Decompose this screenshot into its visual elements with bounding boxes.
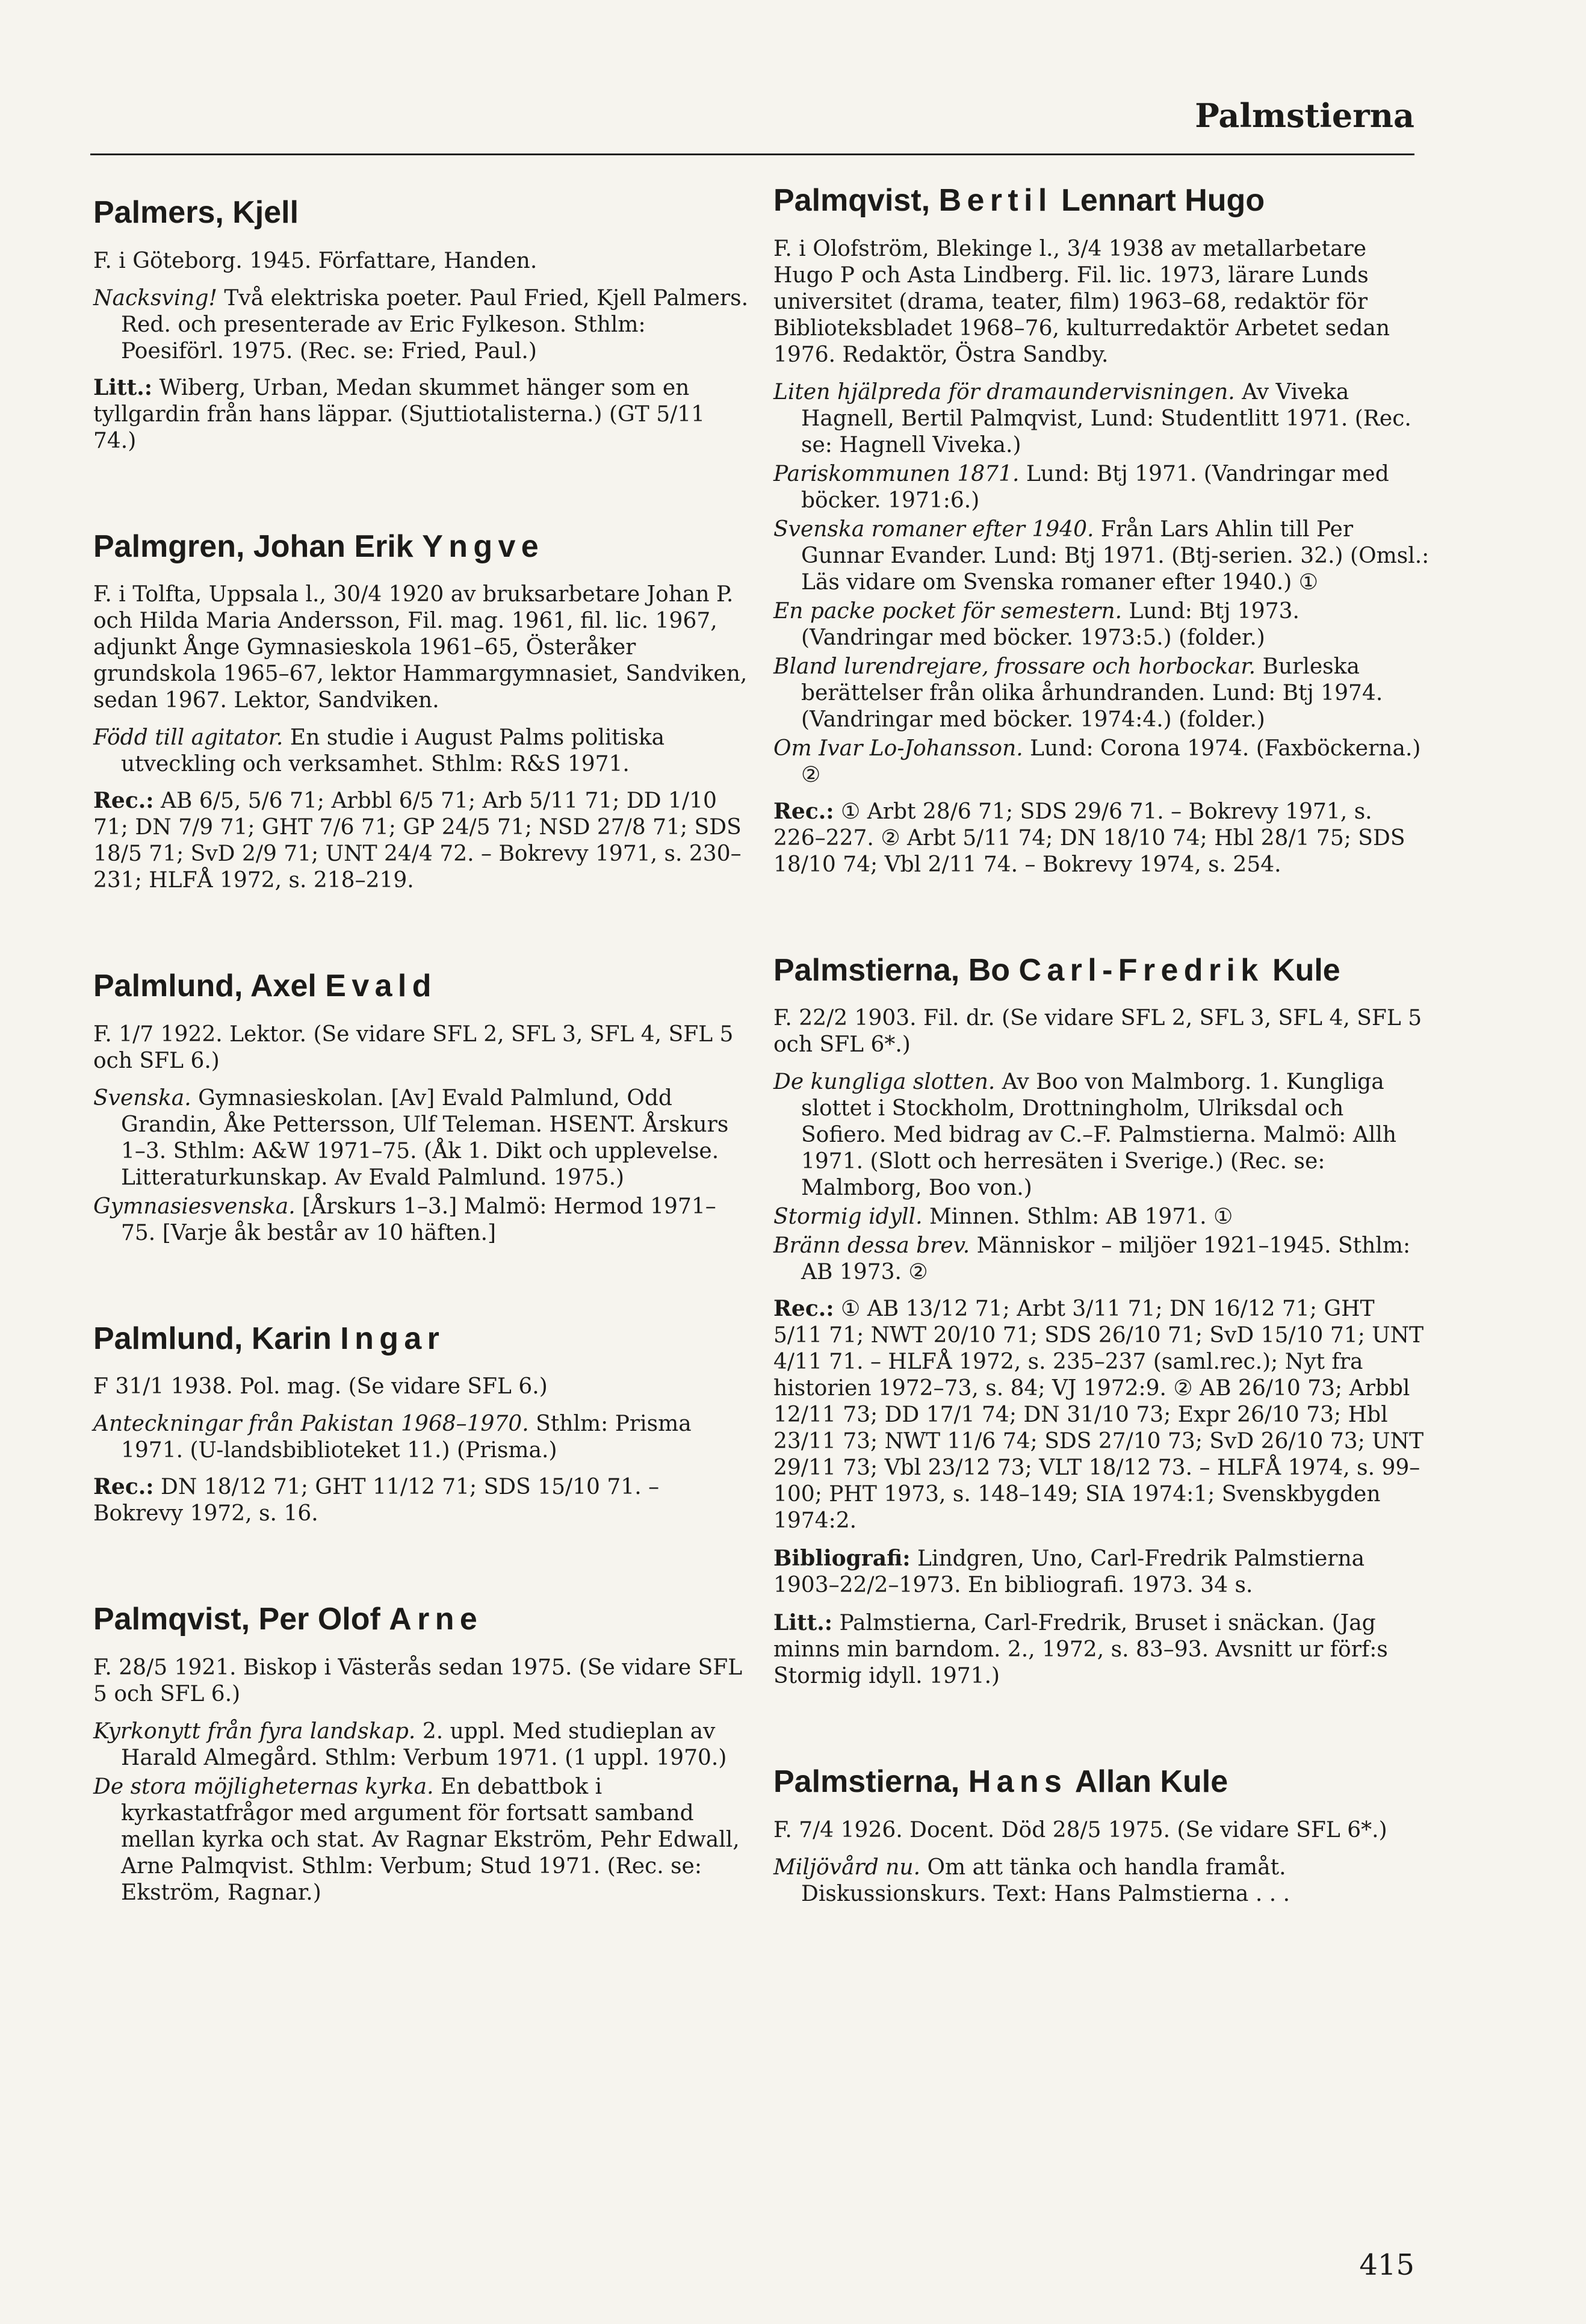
entry-name-tail: Lennart Hugo <box>1052 183 1265 218</box>
note-text: AB 6/5, 5/6 71; Arbbl 6/5 71; Arb 5/11 71; DD 1/10 71; DN 7/9 71; GHT 7/6 71; GP 24/5 71; NSD 27/8 71; SDS 18/5 71; SvD 2/9 71; UNT 24/4 72. – Bokrevy 1971, s. 230–231; HLFÅ 1972, s. 218–219. <box>93 789 742 893</box>
work-item <box>773 1069 1430 1201</box>
entry-note <box>773 1610 1430 1690</box>
entry-bio: F. 22/2 1903. Fil. dr. (Se vidare SFL 2, SFL 3, SFL 4, SFL 5 och SFL 6*.) <box>773 1006 1422 1058</box>
entry-bio: F. 28/5 1921. Biskop i Västerås sedan 1975. (Se vidare SFL 5 och SFL 6.) <box>93 1655 743 1706</box>
work-item <box>93 285 749 365</box>
work-title: Nacksving! <box>93 285 217 311</box>
work-title: De kungliga slotten. <box>773 1070 996 1095</box>
work-details: Två elektriska poeter. Paul Fried, Kjell Palmers. Red. och presenterade av Eric Fylkeson. Sthlm: Poesiförl. 1975. (Rec. se: Fried, Paul.) <box>121 285 749 364</box>
work-title: En packe pocket för semestern. <box>773 598 1123 624</box>
entry <box>93 966 749 1247</box>
entry-note <box>773 798 1430 878</box>
entry-name-spaced: Ingar <box>340 1321 445 1356</box>
work-title: Kyrkonytt från fyra landskap. <box>93 1718 416 1744</box>
entry-name-main: Palmstierna, <box>773 1764 968 1800</box>
work-item <box>93 1774 749 1906</box>
entry-name-main: Palmers, Kjell <box>93 195 299 230</box>
work-item <box>773 379 1430 459</box>
entry-note <box>93 1473 749 1527</box>
work-item <box>773 461 1430 514</box>
entry-note <box>773 1295 1430 1534</box>
note-label: Rec.: <box>93 1474 154 1500</box>
work-item <box>773 1855 1430 1907</box>
work-title: Svenska. <box>93 1085 191 1111</box>
work-details: En studie i August Palms politiska utveckling och verksamhet. Sthlm: R&S 1971. <box>121 725 665 777</box>
entry <box>93 193 749 454</box>
entry-name-main: Palmlund, Axel <box>93 968 326 1004</box>
note-label: Rec.: <box>93 788 154 814</box>
entry-name <box>93 1319 749 1360</box>
entry-note <box>773 1545 1430 1599</box>
entry <box>93 1599 749 1906</box>
entry-name <box>773 1762 1430 1803</box>
work-details: Från Lars Ahlin till Per Gunnar Evander. Lund: Btj 1971. (Btj-serien. 32.) (Omsl.: Läs vidare om Svenska romaner efter 1940.) ① <box>801 516 1430 595</box>
note-text: Wiberg, Urban, Medan skummet hänger som en tyllgardin från hans läppar. (Sjuttiotalisterna.) (GT 5/11 74.) <box>93 375 705 453</box>
work-title: Född till agitator. <box>93 725 283 751</box>
work-details: Burleska berättelser från olika århundranden. Lund: Btj 1974. (Vandringar med böcker. 1974:4.) (folder.) <box>801 654 1383 732</box>
work-title: Miljövård nu. <box>773 1855 921 1880</box>
work-details: Lund: Corona 1974. (Faxböckerna.) ② <box>801 736 1421 787</box>
entry-name-main: Palmlund, Karin <box>93 1321 341 1356</box>
entry-name-spaced: Hans <box>968 1764 1068 1800</box>
work-item <box>773 1204 1430 1230</box>
work-details: Minnen. Sthlm: AB 1971. ① <box>922 1204 1233 1230</box>
work-title: De stora möjligheternas kyrka. <box>93 1774 434 1799</box>
work-details: Människor – miljöer 1921–1945. Sthlm: AB 1973. ② <box>801 1233 1411 1285</box>
entry-name <box>93 1599 749 1640</box>
note-label: Rec.: <box>773 798 834 824</box>
entry-name-main: Palmqvist, Per Olof <box>93 1602 389 1637</box>
work-item <box>93 1411 749 1464</box>
work-item <box>93 725 749 778</box>
entry <box>773 950 1430 1690</box>
entry-name-spaced: Carl-Fredrik <box>1018 952 1264 988</box>
work-item <box>773 516 1430 596</box>
entry-name-spaced: Yngve <box>422 528 545 564</box>
entry <box>773 181 1430 878</box>
right-column <box>773 181 1430 1980</box>
note-text: ① Arbt 28/6 71; SDS 29/6 71. – Bokrevy 1971, s. 226–227. ② Arbt 5/11 74; DN 18/10 74; Hbl 28/1 75; SDS 18/10 74; Vbl 2/11 74. – Bokrevy 1974, s. 254. <box>773 799 1405 877</box>
work-title: Pariskommunen 1871. <box>773 461 1020 486</box>
work-details: Lund: Btj 1971. (Vandringar med böcker. 1971:6.) <box>801 461 1389 513</box>
work-title: Bland lurendrejare, frossare och horbockar. <box>773 654 1256 679</box>
entry-name-main: Palmstierna, Bo <box>773 952 1019 988</box>
entry-name <box>773 181 1430 222</box>
work-details: Gymnasieskolan. [Av] Evald Palmlund, Odd Grandin, Åke Pettersson, Ulf Teleman. HSENT. Årskurs 1–3. Sthlm: A&W 1971–75. (Åk 1. Dikt och upplevelse. Litteraturkunskap. Av Evald Palmlund. 1975.) <box>121 1085 729 1190</box>
note-text: DN 18/12 71; GHT 11/12 71; SDS 15/10 71. – Bokrevy 1972, s. 16. <box>93 1475 660 1526</box>
entry-bio: F. i Göteborg. 1945. Författare, Handen. <box>93 248 537 273</box>
work-details: Av Viveka Hagnell, Bertil Palmqvist, Lund: Studentlitt 1971. (Rec. se: Hagnell Viveka.) <box>801 379 1411 457</box>
entry-note <box>93 374 749 454</box>
entry-bio: F. 1/7 1922. Lektor. (Se vidare SFL 2, SFL 3, SFL 4, SFL 5 och SFL 6.) <box>93 1021 734 1073</box>
work-title: Gymnasiesvenska. <box>93 1194 296 1219</box>
work-item <box>93 1718 749 1771</box>
note-text: ① AB 13/12 71; Arbt 3/11 71; DN 16/12 71; GHT 5/11 71; NWT 20/10 71; SDS 26/10 71; SvD 15/10 71; UNT 4/11 71. – HLFÅ 1972, s. 235–237 (saml.rec.); Nyt fra historien 1972–73, s. 84; VJ 1972:9. ② AB 26/10 73; Arbbl 12/11 73; DD 17/1 74; DN 31/10 73; Expr 26/10 73; Hbl 23/11 73; NWT 11/6 74; SDS 27/10 73; SvD 26/10 73; UNT 29/11 73; Vbl 23/12 73; VLT 18/12 73. – HLFÅ 1974, s. 99–100; PHT 1973, s. 148–149; SIA 1974:1; Svenskbygden 1974:2. <box>773 1297 1424 1534</box>
entry-name <box>93 966 749 1007</box>
entry-bio: F 31/1 1938. Pol. mag. (Se vidare SFL 6.) <box>93 1374 548 1399</box>
entry <box>773 1762 1430 1907</box>
work-item <box>773 598 1430 651</box>
entry-name-spaced: Evald <box>325 968 437 1004</box>
note-text: Lindgren, Uno, Carl-Fredrik Palmstierna 1903–22/2–1973. En bibliografi. 1973. 34 s. <box>773 1546 1365 1598</box>
entry-name-spaced: Bertil <box>938 183 1053 218</box>
work-details: Om att tänka och handla framåt. Diskussionskurs. Text: Hans Palmstierna . . . <box>801 1855 1290 1906</box>
note-label: Bibliografi: <box>773 1546 911 1572</box>
entry-bio: F. i Olofström, Blekinge l., 3/4 1938 av metallarbetare Hugo P och Asta Lindberg. Fil. lic. 1973, lärare Lunds universitet (drama, teater, film) 1963–68, redaktör för Biblioteksbladet 1968–76, kulturredaktör Arbetet sedan 1976. Redaktör, Östra Sandby. <box>773 236 1390 367</box>
page-number: 415 <box>1359 2248 1414 2282</box>
entry <box>93 1319 749 1528</box>
work-item <box>93 1194 749 1247</box>
entry-bio: F. i Tolfta, Uppsala l., 30/4 1920 av bruksarbetare Johan P. och Hilda Maria Andersson, Fil. mag. 1961, fil. lic. 1967, adjunkt Ånge Gymnasieskola 1961–65, Österåker grundskola 1965–67, lektor Hammargymnasiet, Sandviken, sedan 1967. Lektor, Sandviken. <box>93 582 748 713</box>
header-rule <box>90 153 1414 155</box>
entry-name-main: Palmqvist, <box>773 183 939 218</box>
entry-name-main: Palmgren, Johan Erik <box>93 528 423 564</box>
running-head: Palmstierna <box>1195 96 1414 135</box>
note-label: Litt.: <box>773 1610 833 1636</box>
work-title: Stormig idyll. <box>773 1204 923 1230</box>
work-item <box>773 654 1430 733</box>
work-title: Om Ivar Lo-Johansson. <box>773 736 1023 761</box>
entry-name <box>93 193 749 234</box>
entry-name-spaced: Arne <box>389 1602 483 1637</box>
entry-note <box>93 787 749 894</box>
work-title: Liten hjälpreda för dramaundervisningen. <box>773 379 1235 404</box>
entry-name <box>93 527 749 568</box>
note-label: Litt.: <box>93 374 153 400</box>
work-item <box>773 736 1430 789</box>
left-column <box>93 181 749 1978</box>
note-label: Rec.: <box>773 1296 834 1322</box>
work-details: 2. uppl. Med studieplan av Harald Almegård. Sthlm: Verbum 1971. (1 uppl. 1970.) <box>121 1718 727 1770</box>
work-title: Bränn dessa brev. <box>773 1233 970 1259</box>
work-item <box>93 1085 749 1191</box>
work-title: Anteckningar från Pakistan 1968–1970. <box>93 1411 529 1437</box>
entry-name-tail: Allan Kule <box>1067 1764 1228 1800</box>
work-details: [Årskurs 1–3.] Malmö: Hermod 1971–75. [Varje åk består av 10 häften.] <box>121 1194 716 1245</box>
entry-name <box>773 950 1430 991</box>
work-details: Av Boo von Malmborg. 1. Kungliga slottet i Stockholm, Drottningholm, Ulriksdal och Sofiero. Med bidrag av C.–F. Palmstierna. Malmö: Allh 1971. (Slott och herresäten i Sverige.) (Rec. se: Malmborg, Boo von.) <box>801 1070 1397 1201</box>
entry-bio: F. 7/4 1926. Docent. Död 28/5 1975. (Se vidare SFL 6*.) <box>773 1817 1387 1842</box>
entry-name-tail: Kule <box>1263 952 1340 988</box>
note-text: Palmstierna, Carl-Fredrik, Bruset i snäckan. (Jag minns min barndom. 2., 1972, s. 83–93. Avsnitt ur förf:s Stormig idyll. 1971.) <box>773 1611 1388 1689</box>
work-details: En debattbok i kyrkastatfrågor med argument för fortsatt samband mellan kyrka och stat. Av Ragnar Ekström, Pehr Edwall, Arne Palmqvist. Sthlm: Verbum; Stud 1971. (Rec. se: Ekström, Ragnar.) <box>121 1774 740 1905</box>
work-details: Lund: Btj 1973. (Vandringar med böcker. 1973:5.) (folder.) <box>801 598 1299 650</box>
work-details: Sthlm: Prisma 1971. (U-landsbiblioteket 11.) (Prisma.) <box>121 1411 692 1463</box>
work-title: Svenska romaner efter 1940. <box>773 516 1094 542</box>
work-item <box>773 1233 1430 1286</box>
entry <box>93 527 749 894</box>
